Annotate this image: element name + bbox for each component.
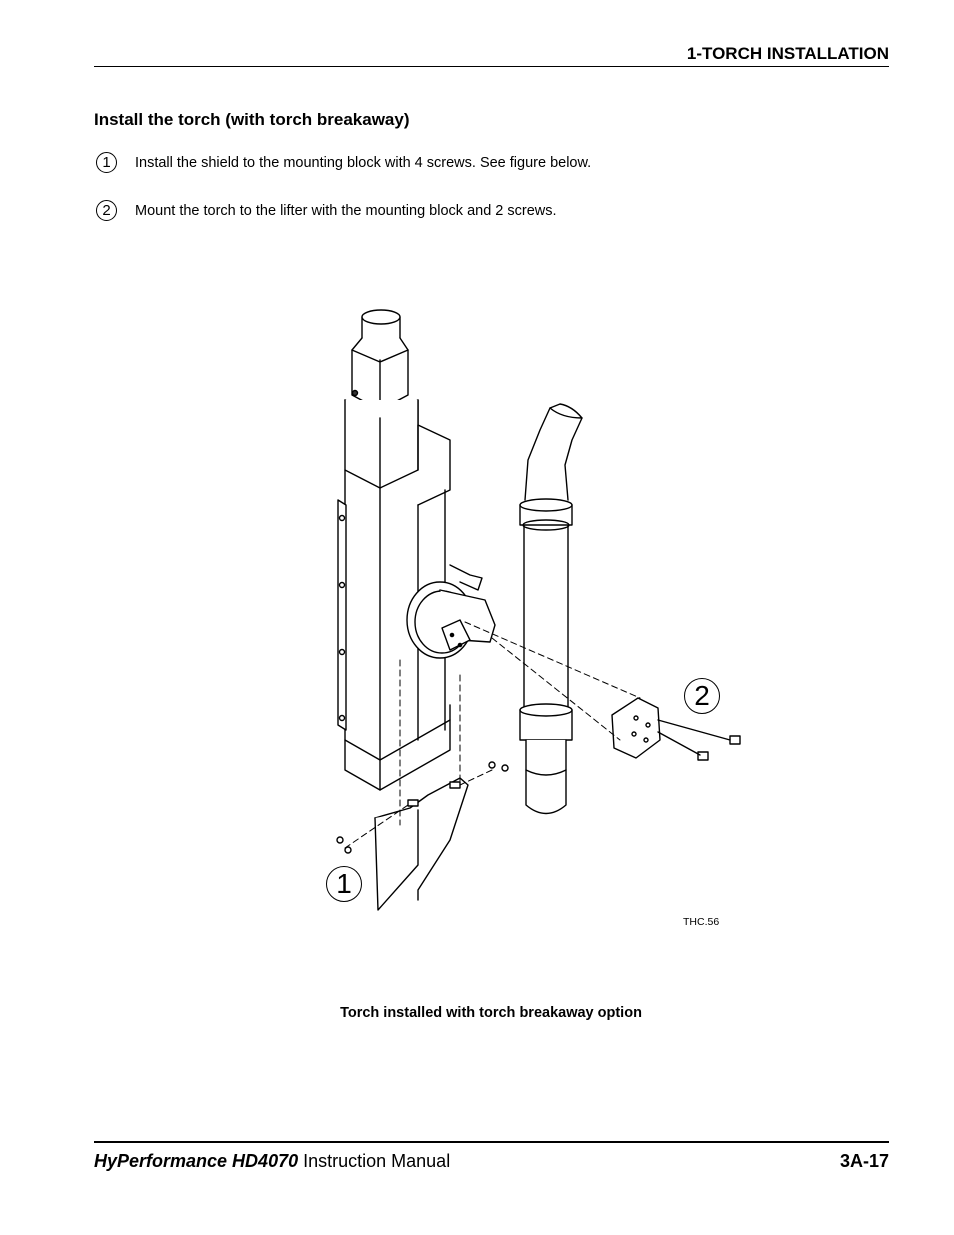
footer-manual-label: Instruction Manual [298, 1151, 451, 1171]
step-text: Install the shield to the mounting block with 4 screws. See figure below. [135, 155, 592, 171]
figure-caption: Torch installed with torch breakaway option [340, 1005, 642, 1021]
footer-brand: HyPerformance HD4070 [94, 1151, 299, 1171]
callout-number: 1 [336, 868, 352, 899]
callout-1 [326, 866, 362, 902]
step-number-circle: 1 [96, 152, 117, 173]
torch-hose [525, 404, 582, 500]
page-number: 3A-17 [839, 1151, 889, 1171]
step-number-circle: 2 [96, 200, 117, 221]
mounting-block [612, 698, 740, 760]
torch-breakaway-illustration [300, 300, 760, 940]
section-title: Install the torch (with torch breakaway) [94, 110, 410, 129]
callout-number: 2 [694, 680, 710, 711]
lifter-motor [352, 310, 408, 411]
section-header-title: 1-TORCH INSTALLATION [686, 44, 889, 63]
breakaway-shield [375, 778, 468, 910]
step-text: Mount the torch to the lifter with the mounting block and 2 screws. [135, 203, 557, 219]
page-footer [94, 1141, 889, 1171]
footer-manual-title [94, 1151, 450, 1172]
torch-body [520, 499, 572, 814]
callout-2 [684, 678, 720, 714]
figure-reference: THC.56 [683, 916, 720, 928]
breakaway-mount [407, 565, 495, 658]
page-header [94, 42, 889, 67]
